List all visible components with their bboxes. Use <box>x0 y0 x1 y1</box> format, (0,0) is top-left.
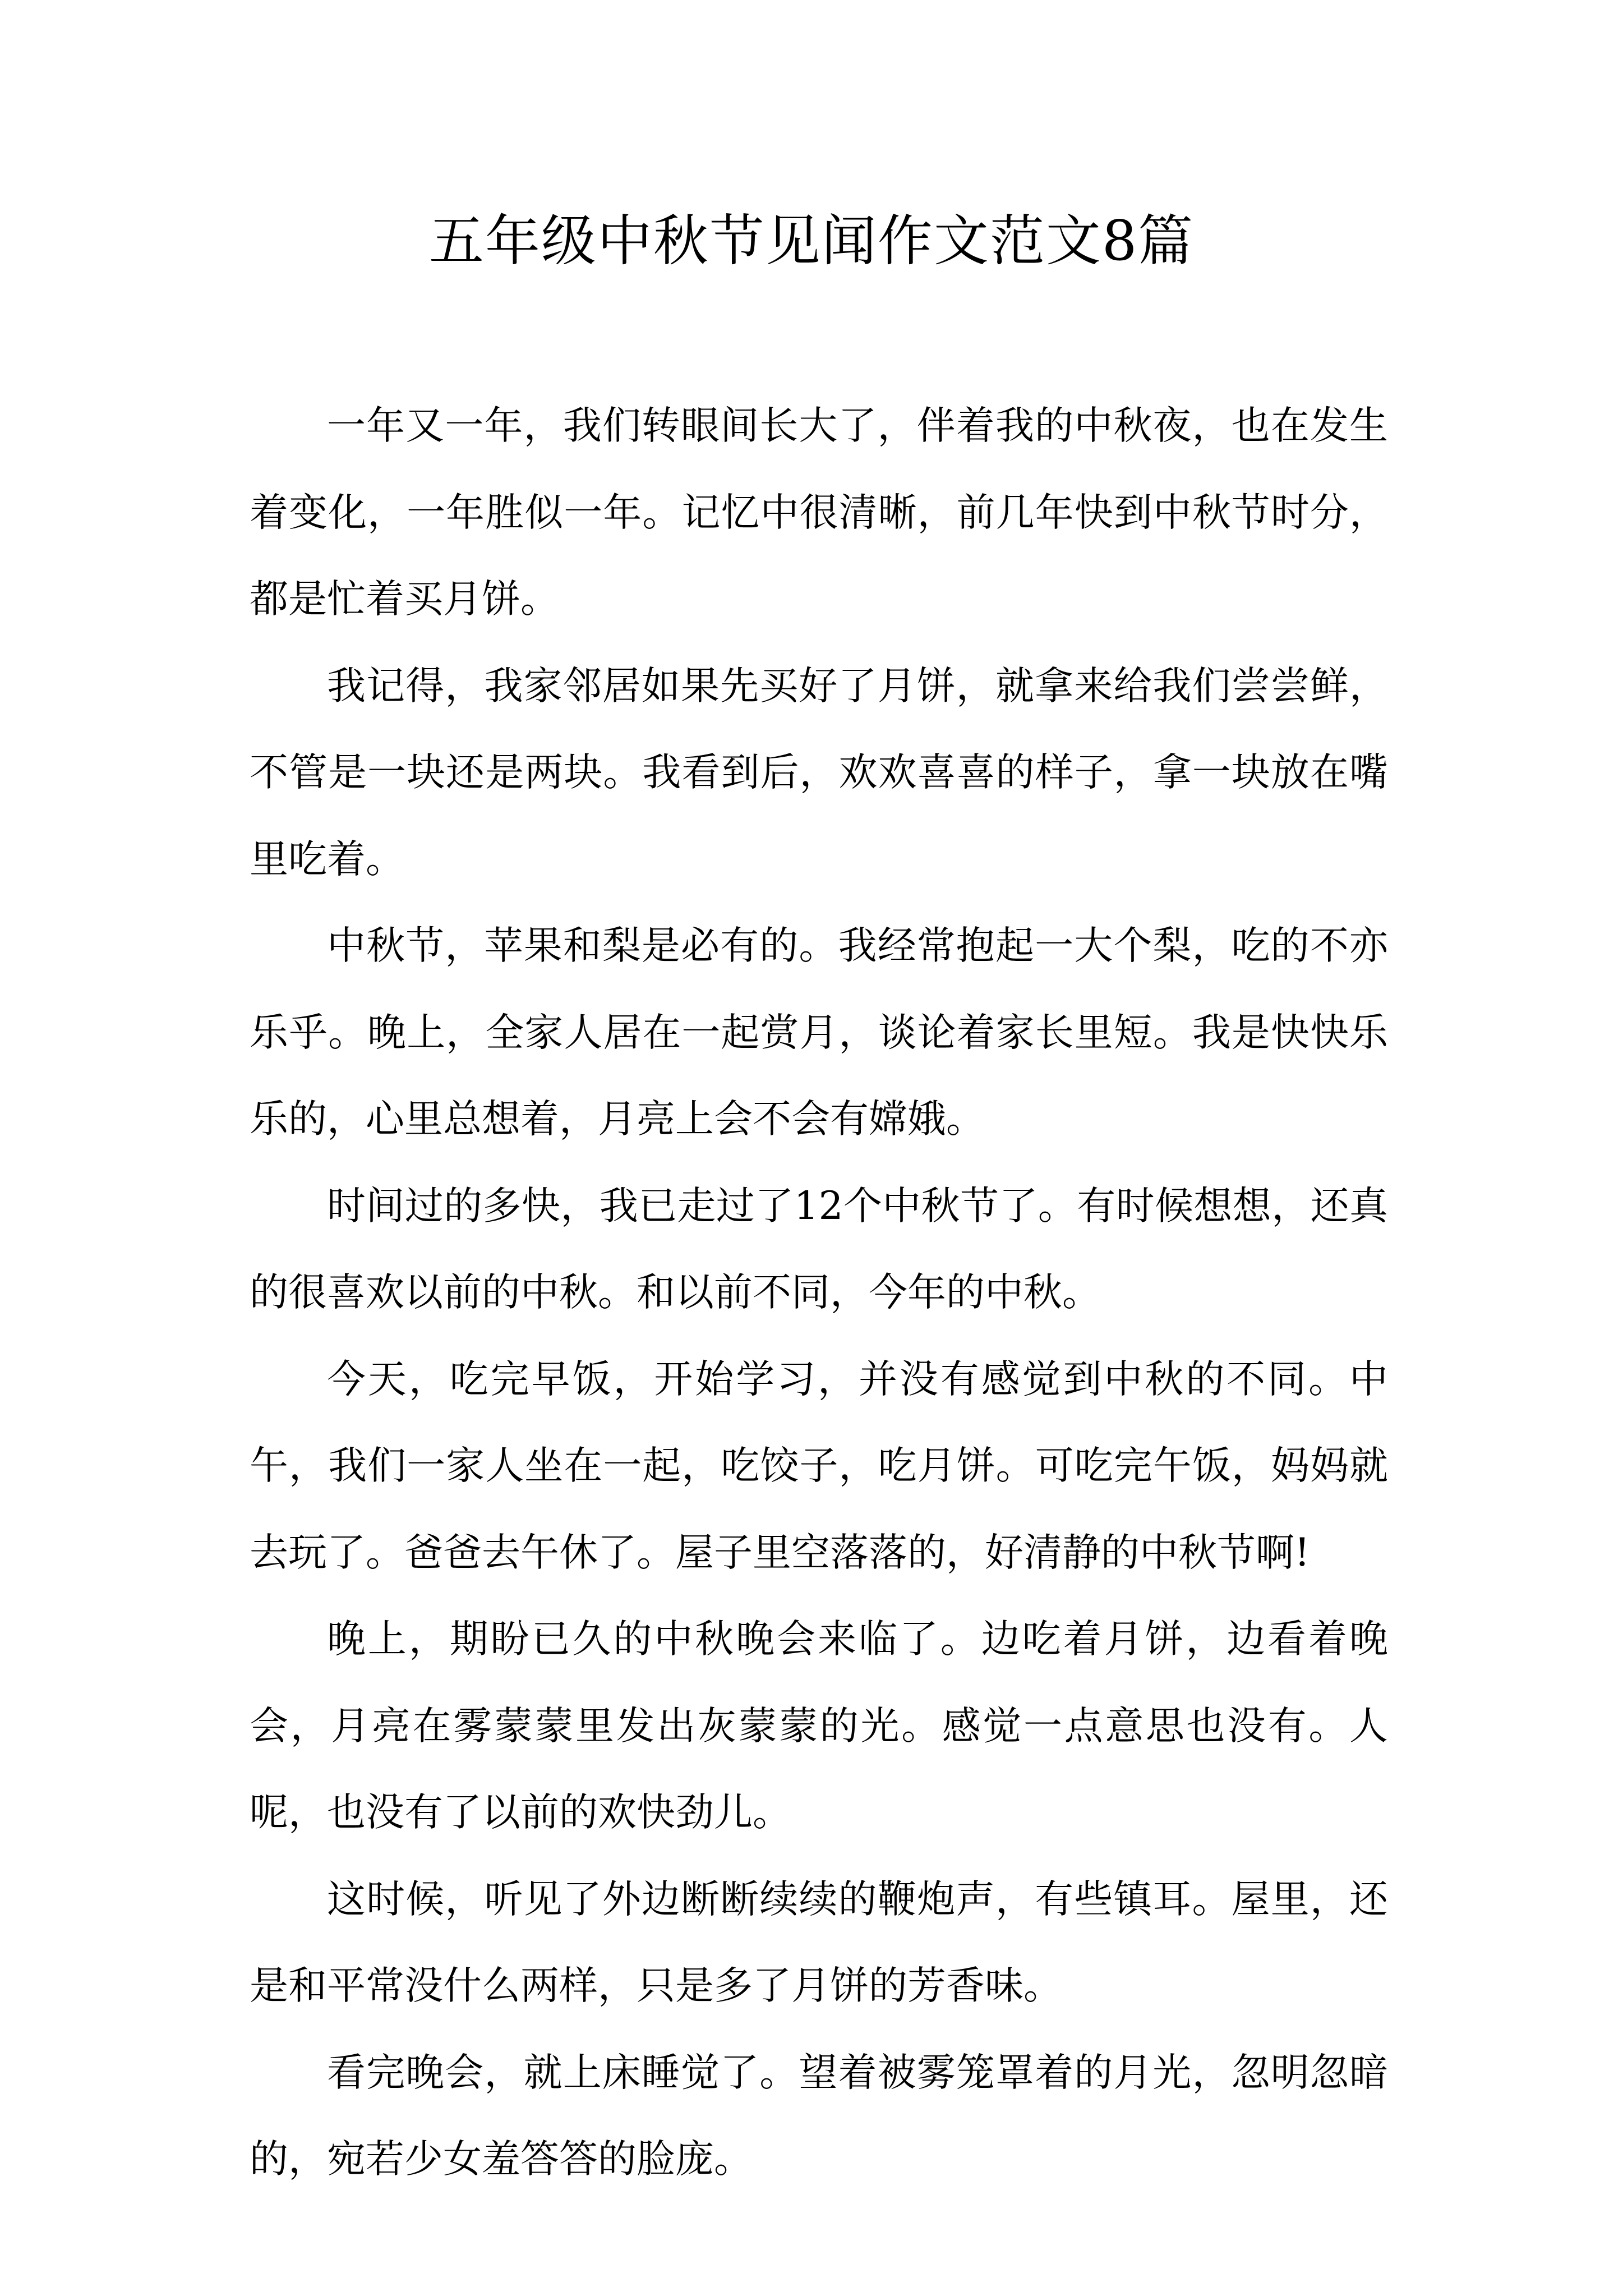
paragraph-2: 我记得，我家邻居如果先买好了月饼，就拿来给我们尝尝鲜，不管是一块还是两块。我看到后，欢欢喜喜的样子，拿一块放在嘴里吃着。 <box>250 663 1388 882</box>
paragraph-4: 时间过的多快，我已走过了12个中秋节了。有时候想想，还真的很喜欢以前的中秋。和以前不同，今年的中秋。 <box>250 1183 1388 1315</box>
document-body <box>250 383 1388 2203</box>
paragraph-1: 一年又一年，我们转眼间长大了，伴着我的中秋夜，也在发生着变化，一年胜似一年。记忆中很清晰，前几年快到中秋节时分，都是忙着买月饼。 <box>250 403 1388 622</box>
paragraph-8: 看完晚会，就上床睡觉了。望着被雾笼罩着的月光，忽明忽暗的，宛若少女羞答答的脸庞。 <box>250 2050 1388 2182</box>
paragraph-5: 今天，吃完早饭，开始学习，并没有感觉到中秋的不同。中午，我们一家人坐在一起，吃饺子，吃月饼。可吃完午饭，妈妈就去玩了。爸爸去午休了。屋子里空落落的，好清静的中秋节啊! <box>250 1356 1388 1575</box>
paragraph-7: 这时候，听见了外边断断续续的鞭炮声，有些镇耳。屋里，还是和平常没什么两样，只是多了月饼的芳香味。 <box>250 1876 1388 2008</box>
paragraph-3: 中秋节，苹果和梨是必有的。我经常抱起一大个梨，吃的不亦乐乎。晚上，全家人居在一起赏月，谈论着家长里短。我是快快乐乐的，心里总想着，月亮上会不会有嫦娥。 <box>250 923 1388 1142</box>
document-title: 五年级中秋节见闻作文范文8篇 <box>428 209 1195 273</box>
paragraph-6: 晚上，期盼已久的中秋晚会来临了。边吃着月饼，边看着晚会，月亮在雾蒙蒙里发出灰蒙蒙的光。感觉一点意思也没有。人呢，也没有了以前的欢快劲儿。 <box>250 1617 1388 1835</box>
